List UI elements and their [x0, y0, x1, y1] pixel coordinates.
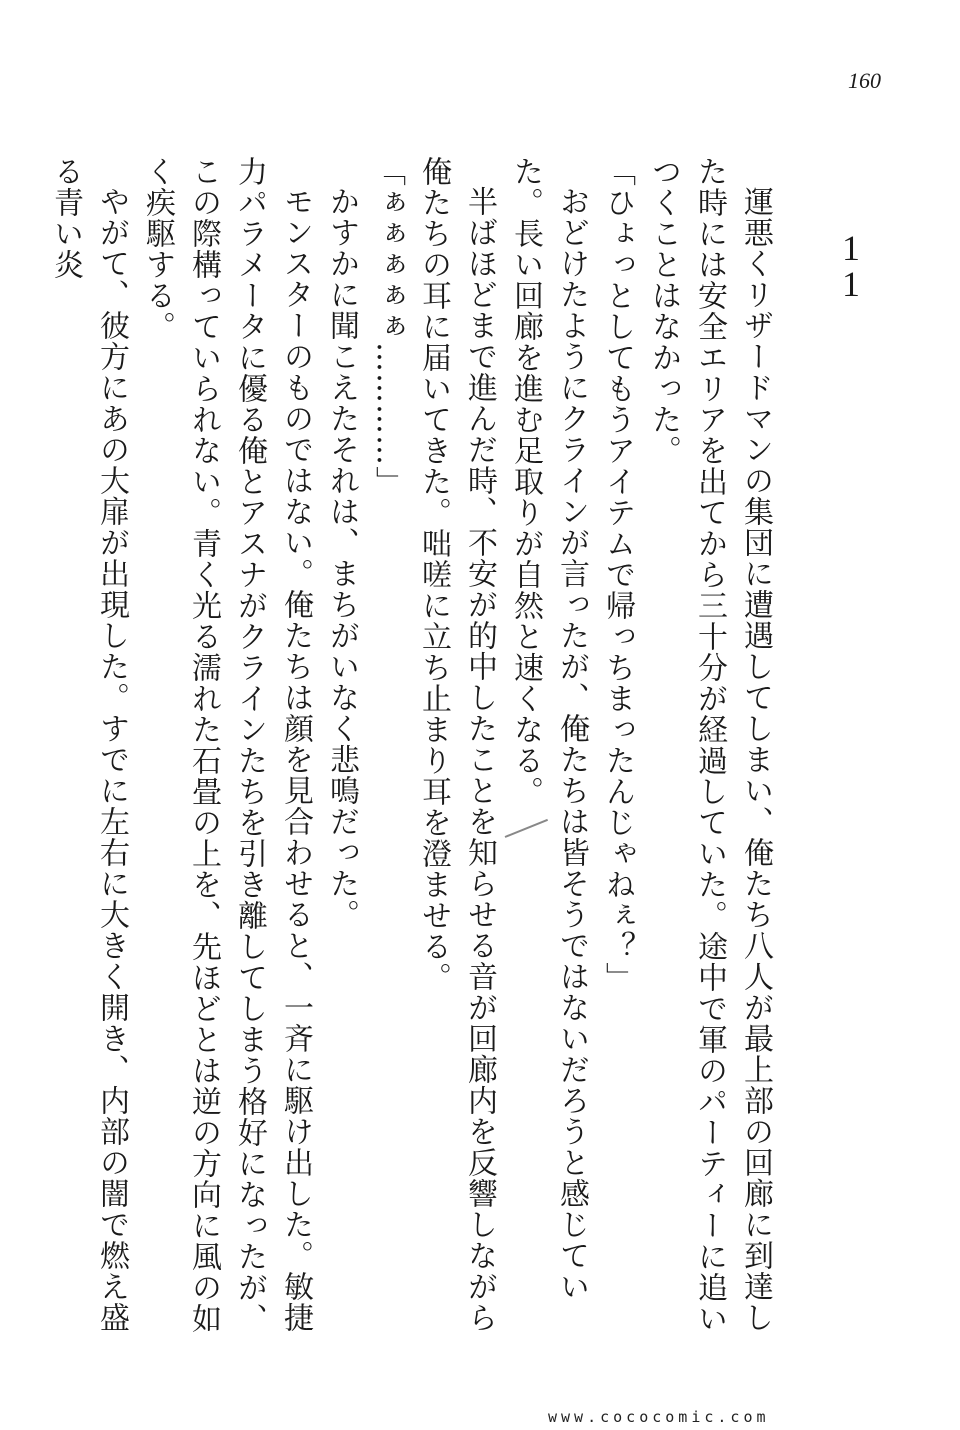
page-number: 160 [848, 68, 881, 93]
paragraph: おどけたようにクラインが言ったが、俺たちは皆そうではないだろうと感じていた。長い回廊を進む足取りが自然と速くなる。 [508, 156, 589, 1302]
body-text [48, 156, 778, 1336]
paragraph: 半ばほどまで進んだ時、不安が的中したことを知らせる音が回廊内を反響しながら俺たちの耳に届いてきた。咄嗟に立ち止まり耳を澄ませる。 [416, 156, 497, 1333]
paragraph: 運悪くリザードマンの集団に遭遇してしまい、俺たち八人が最上部の回廊に到達した時には安全エリアを出てから三十分が経過していた。途中で軍のパーティーに追いつくことはなかった。 [646, 156, 773, 1334]
paragraph: モンスターのものではない。俺たちは顔を見合わせると、一斉に駆け出した。敏捷力パラメータに優る俺とアスナがクラインたちを引き離してしまう格好になったが、この際構っていられない。青く光る濡れた石畳の上を、先ほどとは逆の方向に風の如く疾駆する。 [140, 156, 313, 1334]
dialogue-line: 「ひょっとしてもうアイテムで帰っちまったんじゃねぇ？」 [600, 156, 635, 993]
dialogue-line: 「ぁぁぁぁぁ…………」 [370, 156, 405, 497]
paragraph: やがて、彼方にあの大扉が出現した。すでに左右に大きく開き、内部の闇で燃え盛る青い炎 [48, 156, 129, 1333]
paragraph: かすかに聞こえたそれは、まちがいなく悲鳴だった。 [324, 186, 359, 930]
watermark: www.cococomic.com [548, 1408, 770, 1426]
chapter-number: 11 [831, 228, 871, 300]
